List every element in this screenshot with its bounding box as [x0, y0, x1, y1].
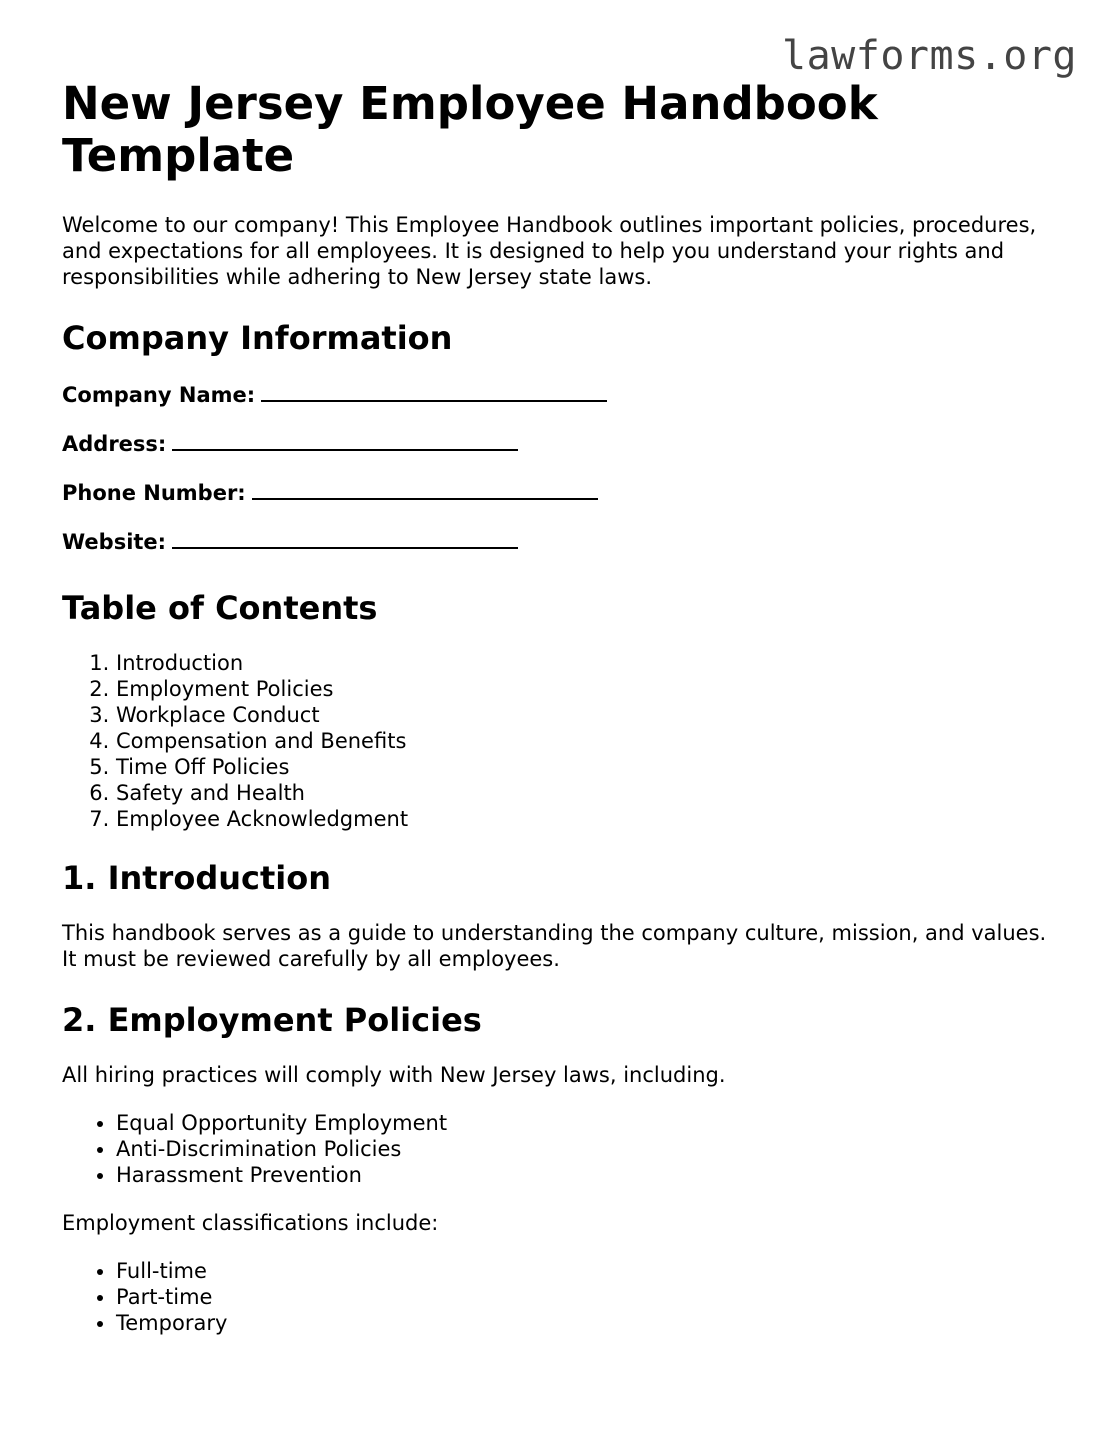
hiring-paragraph: All hiring practices will comply with New Jersey laws, including.	[62, 1063, 726, 1087]
toc-item: 1. Introduction	[116, 650, 1052, 676]
laws-list	[62, 1110, 1052, 1188]
classifications-list	[62, 1258, 1052, 1336]
list-item: • Full-time	[116, 1258, 1052, 1284]
website-field	[62, 527, 1052, 555]
intro-paragraph: Welcome to our company! This Employee Handbook outlines important policies, procedures, and expectations for all employees. It is designed to help you understand your rights and responsibilities while adhering to New Jersey state laws.	[62, 213, 1037, 289]
address-label: Address:	[62, 432, 167, 456]
toc-heading: Table of Contents	[62, 589, 378, 627]
document-page	[62, 78, 1052, 1336]
company-name-blank[interactable]	[261, 380, 607, 402]
toc-item: 3. Workplace Conduct	[116, 702, 1052, 728]
address-field	[62, 429, 1052, 457]
classifications-paragraph: Employment classifications include:	[62, 1211, 439, 1235]
list-item: • Harassment Prevention	[116, 1162, 1052, 1188]
company-name-field	[62, 380, 1052, 408]
company-name-label: Company Name:	[62, 383, 256, 407]
company-info-heading: Company Information	[62, 319, 453, 357]
toc-item: 7. Employee Acknowledgment	[116, 806, 1052, 832]
introduction-heading: 1. Introduction	[62, 859, 331, 897]
phone-number-blank[interactable]	[252, 478, 598, 500]
watermark-logo: lawforms.org	[782, 33, 1077, 79]
introduction-paragraph: This handbook serves as a guide to understanding the company culture, mission, and values. It must be reviewed carefully by all employees.	[62, 921, 1047, 971]
employment-policies-heading: 2. Employment Policies	[62, 1001, 482, 1039]
document-title: New Jersey Employee Handbook Template	[62, 77, 878, 182]
toc-item: 4. Compensation and Benefits	[116, 728, 1052, 754]
toc-list	[62, 650, 1052, 832]
toc-item: 5. Time Off Policies	[116, 754, 1052, 780]
address-blank[interactable]	[172, 429, 518, 451]
phone-number-label: Phone Number:	[62, 481, 246, 505]
list-item: • Temporary	[116, 1310, 1052, 1336]
phone-number-field	[62, 478, 1052, 506]
list-item: • Equal Opportunity Employment	[116, 1110, 1052, 1136]
list-item: • Anti-Discrimination Policies	[116, 1136, 1052, 1162]
toc-item: 6. Safety and Health	[116, 780, 1052, 806]
toc-item: 2. Employment Policies	[116, 676, 1052, 702]
website-label: Website:	[62, 530, 167, 554]
list-item: • Part-time	[116, 1284, 1052, 1310]
website-blank[interactable]	[172, 527, 518, 549]
